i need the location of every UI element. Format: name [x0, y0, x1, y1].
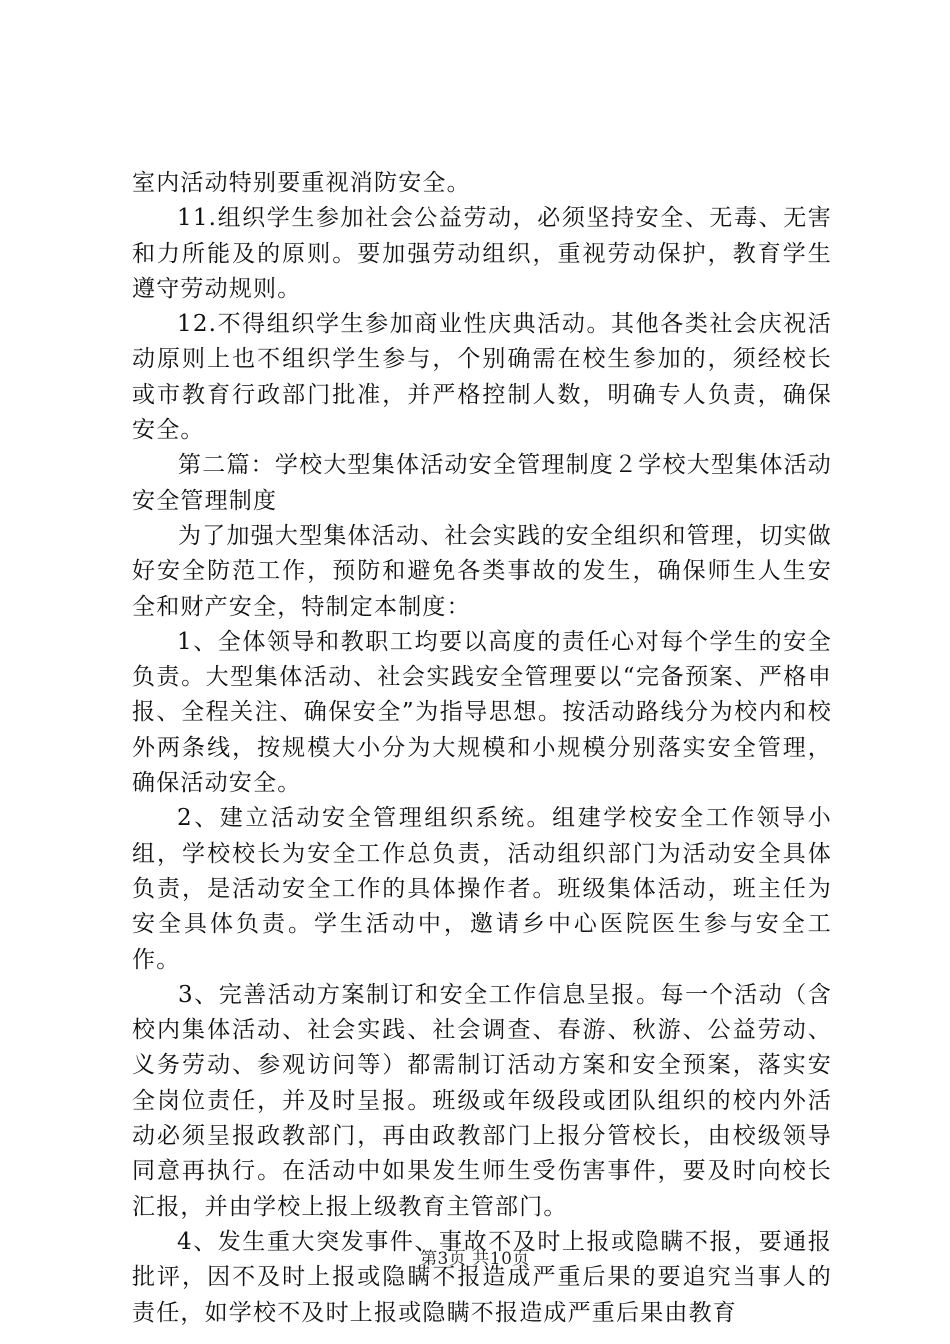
paragraph-item-2: 2、建立活动安全管理组织系统。组建学校安全工作领导小组，学校校长为安全工作总负责，活动组织部门为活动安全具体负责，是活动安全工作的具体操作者。班级集体活动，班主任为安全具体负责。学生活动中，邀请乡中心医院医生参与安全工作。: [132, 805, 832, 973]
page-footer: 第3页 共10页: [420, 1249, 530, 1269]
paragraph-item-4: 4、发生重大突发事件、事故不及时上报或隐瞒不报，要通报批评，因不及时上报或隐瞒不报造成严重后果的要追究当事人的责任，如学校不及时上报或隐瞒不报造成严重后果由教育: [132, 1228, 832, 1326]
paragraph-item-1: 1、全体领导和教职工均要以高度的责任心对每个学生的安全负责。大型集体活动、社会实践安全管理要以“完备预案、严格申报、全程关注、确保安全”为指导思想。按活动路线分为校内和校外两条线，按规模大小分为大规模和小规模分别落实安全管理，确保活动安全。: [132, 628, 832, 797]
paragraph-item-12: 12.不得组织学生参加商业性庆典活动。其他各类社会庆祝活动原则上也不组织学生参与，个别确需在校生参加的，须经校长或市教育行政部门批准，并严格控制人数，明确专人负责，确保安全。: [132, 311, 832, 444]
section-heading-part-two: 第二篇：学校大型集体活动安全管理制度２学校大型集体活动安全管理制度: [132, 452, 832, 514]
document-body: [132, 166, 832, 1331]
paragraph-continuation: 室内活动特别要重视消防安全。: [132, 170, 471, 196]
paragraph-item-3: 3、完善活动方案制订和安全工作信息呈报。每一个活动（含校内集体活动、社会实践、社会调查、春游、秋游、公益劳动、义务劳动、参观访问等）都需制订活动方案和安全预案，落实安全岗位责任，并及时呈报。班级或年级段或团队组织的校内外活动必须呈报政教部门，再由政教部门上报分管校长，由校级领导同意再执行。在活动中如果发生师生受伤害事件，要及时向校长汇报，并由学校上报上级教育主管部门。: [132, 981, 832, 1220]
paragraph-intro: 为了加强大型集体活动、社会实践的安全组织和管理，切实做好安全防范工作，预防和避免各类事故的发生，确保师生人生安全和财产安全，特制定本制度：: [132, 522, 832, 620]
paragraph-item-11: 11.组织学生参加社会公益劳动，必须坚持安全、无毒、无害和力所能及的原则。要加强劳动组织，重视劳动保护，教育学生遵守劳动规则。: [132, 205, 832, 302]
